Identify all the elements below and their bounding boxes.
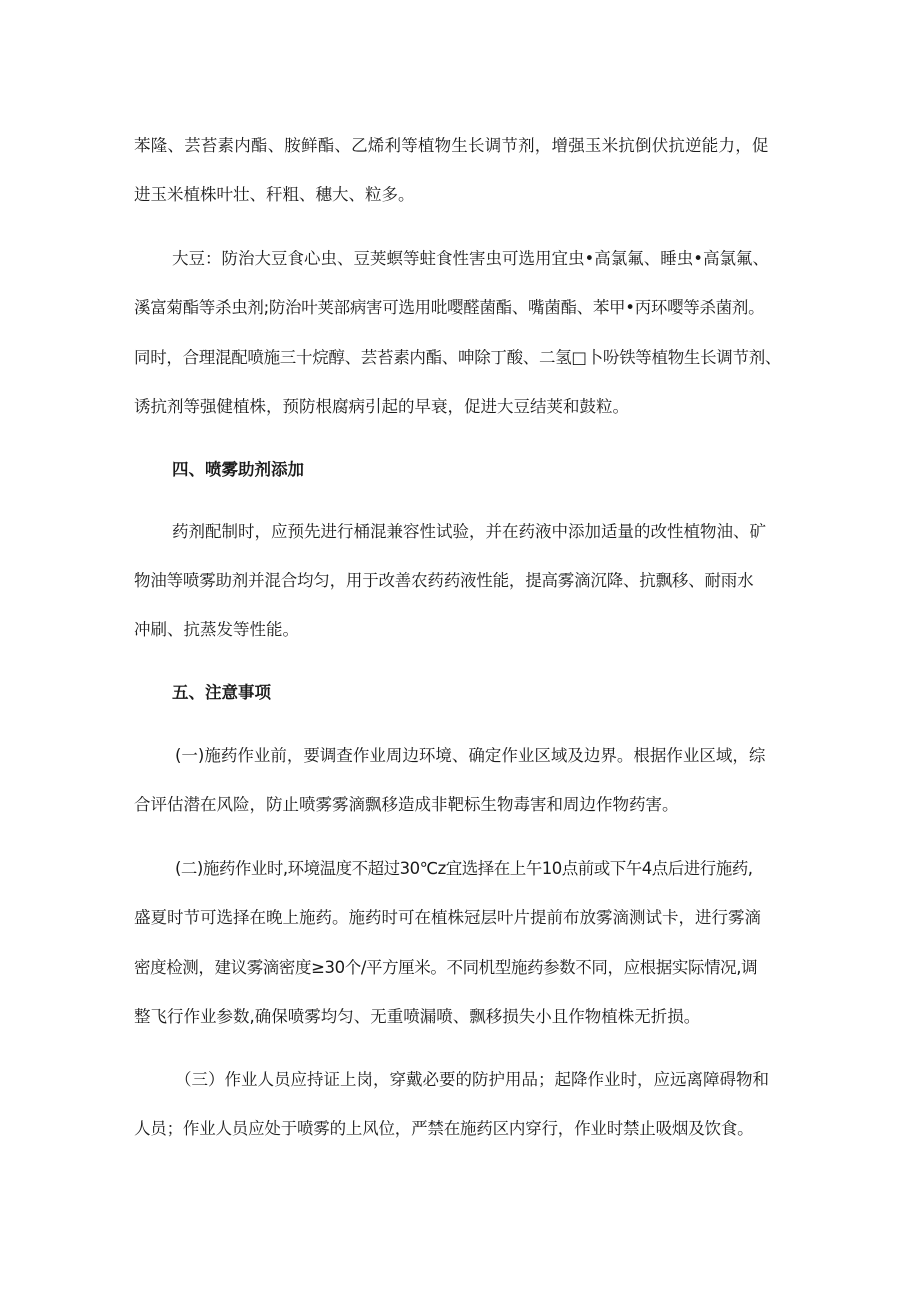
paragraph-line: （三）作业人员应持证上岗，穿戴必要的防护用品；起降作业时，应远离障碍物和 <box>175 1070 769 1089</box>
paragraph-line: 整飞行作业参数,确保喷雾均匀、无重喷漏喷、飘移损失小且作物植株无折损。 <box>134 1007 701 1026</box>
section-heading: 五、注意事项 <box>172 683 271 702</box>
paragraph-line: (一)施药作业前，要调查作业周边环境、确定作业区域及边界。根据作业区域，综 <box>175 746 766 765</box>
paragraph-line: 物油等喷雾助剂并混合均匀，用于改善农药药液性能，提高雾滴沉降、抗飘移、耐雨水 <box>134 571 754 590</box>
paragraph-line: 诱抗剂等强健植株，预防根腐病引起的早衰，促进大豆结荚和鼓粒。 <box>134 397 629 416</box>
paragraph-line: 合评估潜在风险，防止喷雾雾滴飘移造成非靶标生物毒害和周边作物药害。 <box>134 795 679 814</box>
paragraph-line: (二)施药作业时,环境温度不超过30℃z宜选择在上午10点前或下午4点后进行施药, <box>175 859 753 878</box>
paragraph-line: 进玉米植株叶壮、秆粗、穗大、粒多。 <box>134 185 415 204</box>
paragraph-line: 大豆：防治大豆食心虫、豆荚螟等蛀食性害虫可选用宜虫•高氯氟、睡虫•高氯氟、 <box>172 249 769 268</box>
paragraph-line: 溪富菊酯等杀虫剂;防治叶荚部病害可选用吡嘤醛菌酯、嘴菌酯、苯甲•丙环嘤等杀菌剂。 <box>134 298 765 317</box>
paragraph-line: 苯隆、芸苔素内酯、胺鲜酯、乙烯利等植物生长调节剂，增强玉米抗倒伏抗逆能力，促 <box>134 136 769 155</box>
paragraph-line: 冲刷、抗蒸发等性能。 <box>134 620 299 639</box>
paragraph-line: 同时，合理混配喷施三十烷醇、芸苔素内酯、呻除丁酸、二氢□卜吩铁等植物生长调节剂、 <box>134 348 782 367</box>
paragraph-line: 密度检测，建议雾滴密度≥30个/平方厘米。不同机型施药参数不同，应根据实际情况,调 <box>134 958 758 977</box>
paragraph-line: 药剂配制时，应预先进行桶混兼容性试验，并在药液中添加适量的改性植物油、矿 <box>172 522 766 541</box>
section-heading: 四、喷雾助剂添加 <box>172 460 304 479</box>
paragraph-line: 人员；作业人员应处于喷雾的上风位，严禁在施药区内穿行，作业时禁止吸烟及饮食。 <box>134 1119 754 1138</box>
paragraph-line: 盛夏时节可选择在晚上施药。施药时可在植株冠层叶片提前布放雾滴测试卡，进行雾滴 <box>134 908 761 927</box>
